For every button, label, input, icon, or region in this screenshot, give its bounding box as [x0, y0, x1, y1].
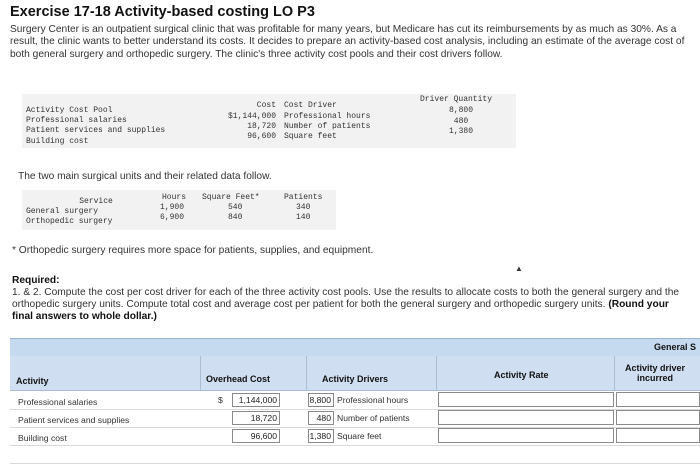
cost-pool-name: Professional salaries: [26, 116, 127, 125]
cost-pool-cost: $1,144,000: [227, 112, 276, 121]
units-subheading: The two main surgical units and their related data follow.: [18, 171, 272, 182]
cost-pool-table: [22, 94, 516, 148]
cost-pool-driver: Number of patients: [284, 122, 371, 131]
cost-table-header-pool: Activity Cost Pool: [26, 106, 113, 115]
answer-table-header: [10, 356, 700, 391]
column-divider: [436, 356, 437, 390]
rounding-note: (Round your final answers to whole dollar.): [12, 299, 669, 322]
header-activity: Activity: [16, 376, 49, 386]
footnote: * Orthopedic surgery requires more space for patients, supplies, and equipment.: [12, 245, 374, 256]
service-table: [22, 190, 336, 230]
driver-name: Square feet: [337, 431, 382, 441]
driver-name: Number of patients: [337, 413, 410, 423]
cost-table-header-qty: Driver Quantity: [420, 95, 493, 104]
service-sqft: 540: [228, 203, 243, 212]
driver-qty-value: 480: [308, 411, 334, 425]
row-label-patient-services: Patient services and supplies: [18, 415, 130, 425]
cost-pool-cost: 18,720: [247, 122, 276, 131]
service-table-header-service: Service: [79, 197, 113, 206]
cost-pool-driver: Square feet: [284, 132, 337, 141]
cost-pool-qty: 480: [453, 117, 469, 126]
header-activity-rate: Activity Rate: [494, 370, 549, 380]
overhead-cost-value: 1,144,000: [232, 393, 280, 407]
row-divider: [10, 463, 700, 464]
dollar-sign: $: [218, 395, 223, 405]
required-label: Required:: [12, 275, 60, 286]
service-patients: 340: [296, 203, 311, 212]
cost-pool-name: Building cost: [26, 137, 89, 146]
cost-table-header-driver: Cost Driver: [284, 101, 337, 110]
cursor-icon: ▲: [515, 264, 523, 273]
column-divider: [200, 356, 201, 390]
page-title: Exercise 17-18 Activity-based costing LO P3: [10, 4, 315, 20]
service-sqft: 840: [228, 213, 243, 222]
service-table-header-hours: Hours: [162, 193, 187, 202]
cost-pool-qty: 1,380: [448, 127, 473, 136]
required-text: 1. & 2. Compute the cost per cost driver for each of the three activity cost pools. Use the results to allocate costs to both the general surgery and the orthopedic surgery units. Compute total cost and average cost per patient for both the general surgery and orthopedic surgery units.: [12, 287, 680, 310]
overhead-cost-value: 96,600: [232, 429, 280, 443]
header-activity-drivers: Activity Drivers: [322, 374, 389, 384]
service-table-header-patients: Patients: [284, 193, 323, 202]
answer-table: [10, 338, 700, 469]
service-name: General surgery: [26, 207, 99, 216]
cost-pool-driver: Professional hours: [284, 112, 371, 121]
header-activity-driver-incurred: Activity driver incurred: [624, 363, 686, 383]
general-surgery-header: General S: [654, 342, 697, 352]
service-patients: 140: [296, 213, 311, 222]
column-divider: [614, 356, 615, 390]
activity-rate-input[interactable]: [438, 410, 614, 425]
service-table-header-sqft: Square Feet*: [202, 193, 260, 202]
driver-incurred-input[interactable]: [616, 392, 700, 407]
service-hours: 6,900: [160, 213, 185, 222]
cost-pool-qty: 8,800: [448, 106, 473, 115]
row-label-building-cost: Building cost: [18, 433, 67, 443]
column-divider: [306, 356, 307, 390]
overhead-cost-value: 18,720: [232, 411, 280, 425]
driver-qty-value: 8,800: [308, 393, 334, 407]
activity-rate-input[interactable]: [438, 392, 614, 407]
driver-qty-value: 1,380: [308, 429, 334, 443]
problem-intro: Surgery Center is an outpatient surgical clinic that was profitable for many years, but Medicare has cut its reimbursements by as much as 30%. As a result, the clinic wants to better understand its costs. It decides to prepare an activity-based cost analysis, including an estimate of the average cost of both general surgery and orthopedic surgery. The clinic's three activity cost pools and their cost drivers follow.: [10, 24, 685, 60]
activity-rate-input[interactable]: [438, 428, 614, 443]
driver-incurred-input[interactable]: [616, 428, 700, 443]
answer-table-top-header: [10, 338, 700, 356]
cost-pool-cost: 96,600: [247, 132, 276, 141]
service-name: Orthopedic surgery: [26, 217, 113, 226]
service-hours: 1,900: [160, 203, 185, 212]
header-overhead-cost: Overhead Cost: [206, 374, 271, 384]
cost-pool-name: Patient services and supplies: [26, 126, 166, 135]
cost-table-header-cost: Cost: [256, 101, 276, 110]
driver-name: Professional hours: [337, 395, 409, 405]
driver-incurred-input[interactable]: [616, 410, 700, 425]
required-section: [12, 275, 692, 323]
row-label-professional-salaries: Professional salaries: [18, 397, 98, 407]
row-divider: [10, 445, 700, 446]
